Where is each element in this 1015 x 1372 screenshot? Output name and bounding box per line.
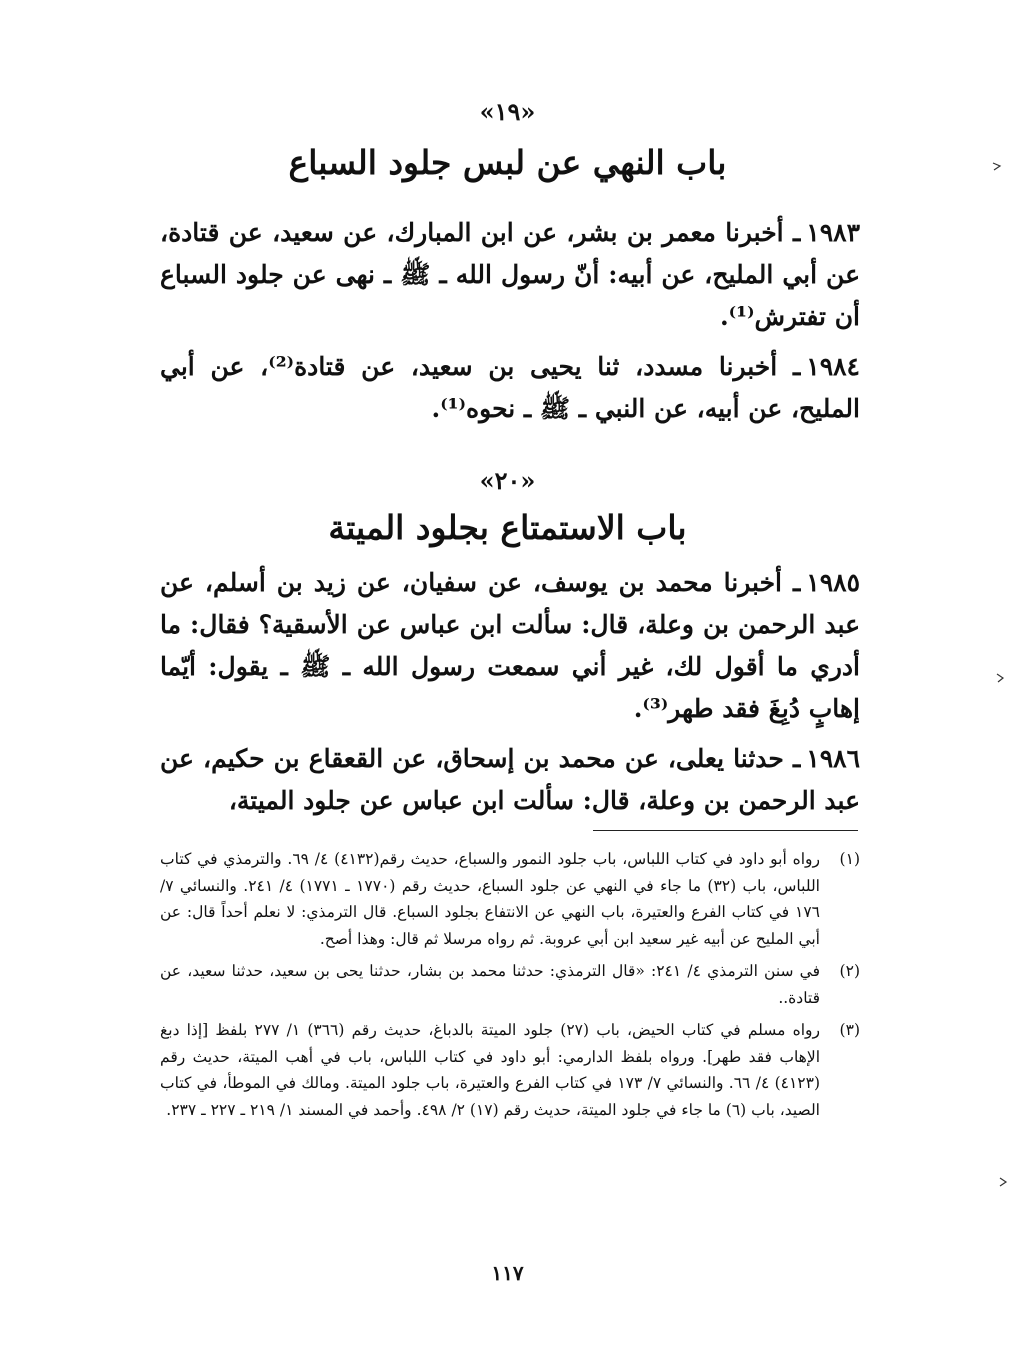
hadith-text: ـ أخبرنا محمد بن يوسف، عن سفيان، عن زيد بن أسلم، عن عبد الرحمن بن وعلة، قال: سألت ابن عباس عن الأسقية؟ فقال: ما أدري ما أقول لك، غير أني سمعت رسول الله ـ ﷺ ـ يقول: أيّما إهابٍ دُبِغَ فقد طهر⁽³⁾.	[160, 568, 860, 723]
footnote-text: رواه أبو داود في كتاب اللباس، باب جلود النمور والسباع، حديث رقم(٤١٣٢) ٤/ ٦٩. والترمذي في كتاب اللباس، باب (٣٢) ما جاء في النهي عن جلود السباع، حديث رقم (١٧٧٠ ـ ١٧٧١) ٤/ ٢٤١. والنسائي ٧/ ١٧٦ في كتاب الفرع والعتيرة، باب النهي عن الانتفاع بجلود السباع. قال الترمذي: لا نعلم أحداً قال: عن أبي المليح عن أبيه غير سعيد ابن أبي عروبة. ثم رواه مرسلا ثم قال: وهذا أصح.	[160, 850, 820, 948]
hadith-1986	[160, 738, 860, 822]
scan-mark-icon	[995, 672, 1007, 684]
footnote-2	[160, 958, 860, 1011]
hadith-number: ١٩٨٤	[806, 352, 860, 381]
footnote-text: في سنن الترمذي ٤/ ٢٤١: «قال الترمذي: حدثنا محمد بن بشار، حدثنا يحى بن سعيد، حدثنا سعيد، عن قتادة..	[160, 962, 820, 1007]
footnote-text: رواه مسلم في كتاب الحيض، باب (٢٧) جلود الميتة بالدباغ، حديث رقم (٣٦٦) ١/ ٢٧٧ بلفظ [إذا دبغ الإهاب فقد طهر]. ورواه بلفظ الدارمي: أبو داود في كتاب اللباس، باب في أهب الميتة، حديث رقم (٤١٢٣) ٤/ ٦٦. والنسائي ٧/ ١٧٣ في كتاب الفرع والعتيرة، باب جلود الميتة. ومالك في الموطأ، في كتاب الصيد، باب (٦) ما جاء في جلود الميتة، حديث رقم (١٧) ٢/ ٤٩٨. وأحمد في المسند ١/ ٢١٩ ـ ٢٢٧ ـ ٢٣٧.	[160, 1021, 820, 1119]
footnotes	[160, 846, 860, 1129]
hadith-text: ـ أخبرنا معمر بن بشر، عن ابن المبارك، عن سعيد، عن قتادة، عن أبي المليح، عن أبيه: أنّ رسول الله ـ ﷺ ـ نهى عن جلود السباع أن تفترش⁽¹⁾.	[160, 218, 860, 331]
section-19-title: باب النهي عن لبس جلود السباع	[288, 143, 727, 182]
footnote-number: (١)	[839, 850, 860, 868]
footnote-3	[160, 1017, 860, 1123]
footnote-number: (٣)	[839, 1021, 860, 1039]
section-20-body	[160, 562, 860, 822]
section-19-body	[160, 212, 860, 430]
section-20-title: باب الاستمتاع بجلود الميتة	[328, 508, 687, 547]
hadith-1983	[160, 212, 860, 338]
footnote-divider	[593, 830, 858, 831]
hadith-text: ـ أخبرنا مسدد، ثنا يحيى بن سعيد، عن قتادة⁽²⁾، عن أبي المليح، عن أبيه، عن النبي ـ ﷺ ـ نحوه⁽¹⁾.	[160, 352, 860, 423]
scan-mark-icon	[992, 160, 1004, 172]
scan-mark-icon	[998, 1176, 1010, 1188]
hadith-number: ١٩٨٥	[806, 568, 860, 597]
hadith-1985	[160, 562, 860, 730]
hadith-text: ـ حدثنا يعلى، عن محمد بن إسحاق، عن القعقاع بن حكيم، عن عبد الرحمن بن وعلة، قال: سألت ابن عباس عن جلود الميتة،	[160, 744, 860, 815]
hadith-1984	[160, 346, 860, 430]
hadith-number: ١٩٨٦	[806, 744, 860, 773]
footnote-number: (٢)	[839, 962, 860, 980]
section-19-number: «١٩»	[479, 97, 536, 126]
section-20-number: «٢٠»	[479, 466, 536, 495]
hadith-number: ١٩٨٣	[806, 218, 860, 247]
page-number: ١١٧	[491, 1261, 524, 1285]
footnote-1	[160, 846, 860, 952]
